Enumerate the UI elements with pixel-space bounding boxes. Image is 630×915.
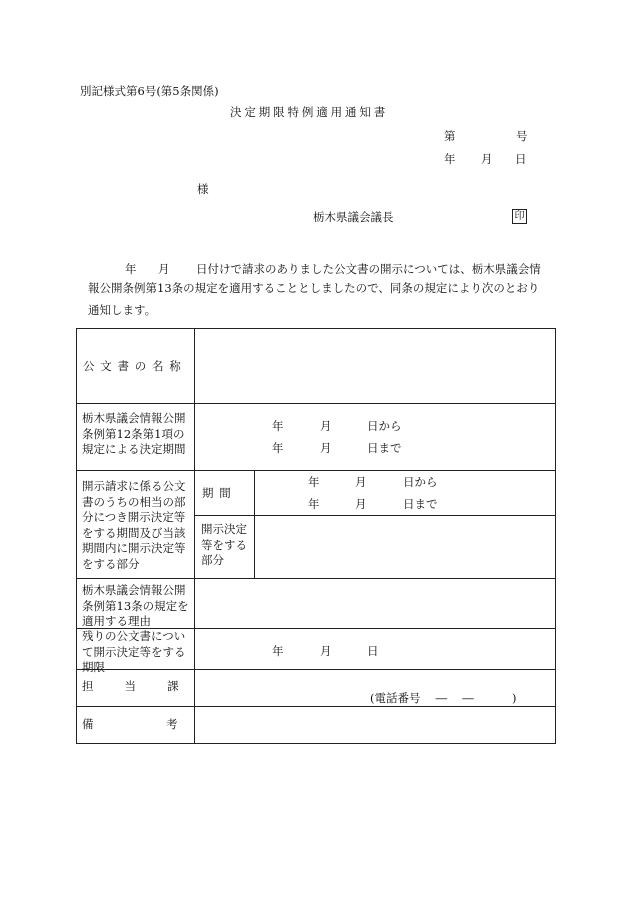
row-remaining-deadline-label: 残りの公文書につい て開示決定等をする 期限 [82, 629, 186, 674]
form-number: 別記様式第6号(第5条関係) [80, 84, 219, 98]
seal-mark [512, 208, 527, 224]
row3-from: 日から [403, 475, 438, 489]
doc-number-suffix: 号 [516, 129, 528, 143]
body-year: 年 [125, 262, 137, 276]
row3-month-1: 月 [355, 475, 367, 489]
row3-disclosure-part-label: 開示決定 等をする 部分 [201, 522, 247, 567]
row3-until: 日まで [403, 497, 438, 511]
row2-year-1: 年 [272, 419, 284, 433]
row2-month-2: 月 [320, 441, 332, 455]
row6-phone: (電話番号 ― ― ) [370, 691, 517, 705]
row3-month-2: 月 [355, 497, 367, 511]
body-month: 月 [158, 262, 170, 276]
date-day-label: 日 [515, 152, 527, 166]
row5-day: 日 [367, 644, 379, 658]
page-title: 決定期限特例適用通知書 [230, 105, 389, 119]
row-remarks-label: 備考 [82, 717, 250, 731]
row2-from: 日から [367, 419, 402, 433]
row2-until: 日まで [367, 441, 402, 455]
row3-year-2: 年 [308, 497, 320, 511]
row2-year-2: 年 [272, 441, 284, 455]
row-application-reason-label: 栃木県議会情報公開 条例第13条の規定を 適用する理由 [82, 583, 189, 628]
seal-icon: 印 [512, 209, 527, 224]
row5-month: 月 [320, 644, 332, 658]
row-section-label: 担当課 [82, 679, 210, 693]
addressee-suffix: 様 [197, 182, 209, 196]
row3-year-1: 年 [308, 475, 320, 489]
date-month-label: 月 [481, 152, 493, 166]
date-year-label: 年 [444, 152, 456, 166]
row5-year: 年 [272, 644, 284, 658]
body-line-3: 通知します。 [88, 303, 157, 317]
body-line-1: 日付けで請求のありました公文書の開示については、栃木県議会情 [196, 262, 541, 276]
row-decision-period-label: 栃木県議会情報公開 条例第12条第1項の 規定による決定期間 [82, 411, 186, 456]
row-partial-disclosure-label: 開示請求に係る公文 書のうちの相当の部 分につき開示決定等 をする期間及び当該 期間内に開示決定等 をする部分 [82, 479, 186, 571]
row2-month-1: 月 [320, 419, 332, 433]
row3-period-label: 期間 [202, 486, 237, 500]
row-document-name-label: 公文書の名称 [83, 359, 187, 373]
body-line-2: 報公開条例第13条の規定を適用することとしましたので、同条の規定により次のとおり [88, 281, 540, 295]
issuer-name: 栃木県議会議長 [313, 210, 394, 224]
doc-number-prefix: 第 [444, 129, 456, 143]
